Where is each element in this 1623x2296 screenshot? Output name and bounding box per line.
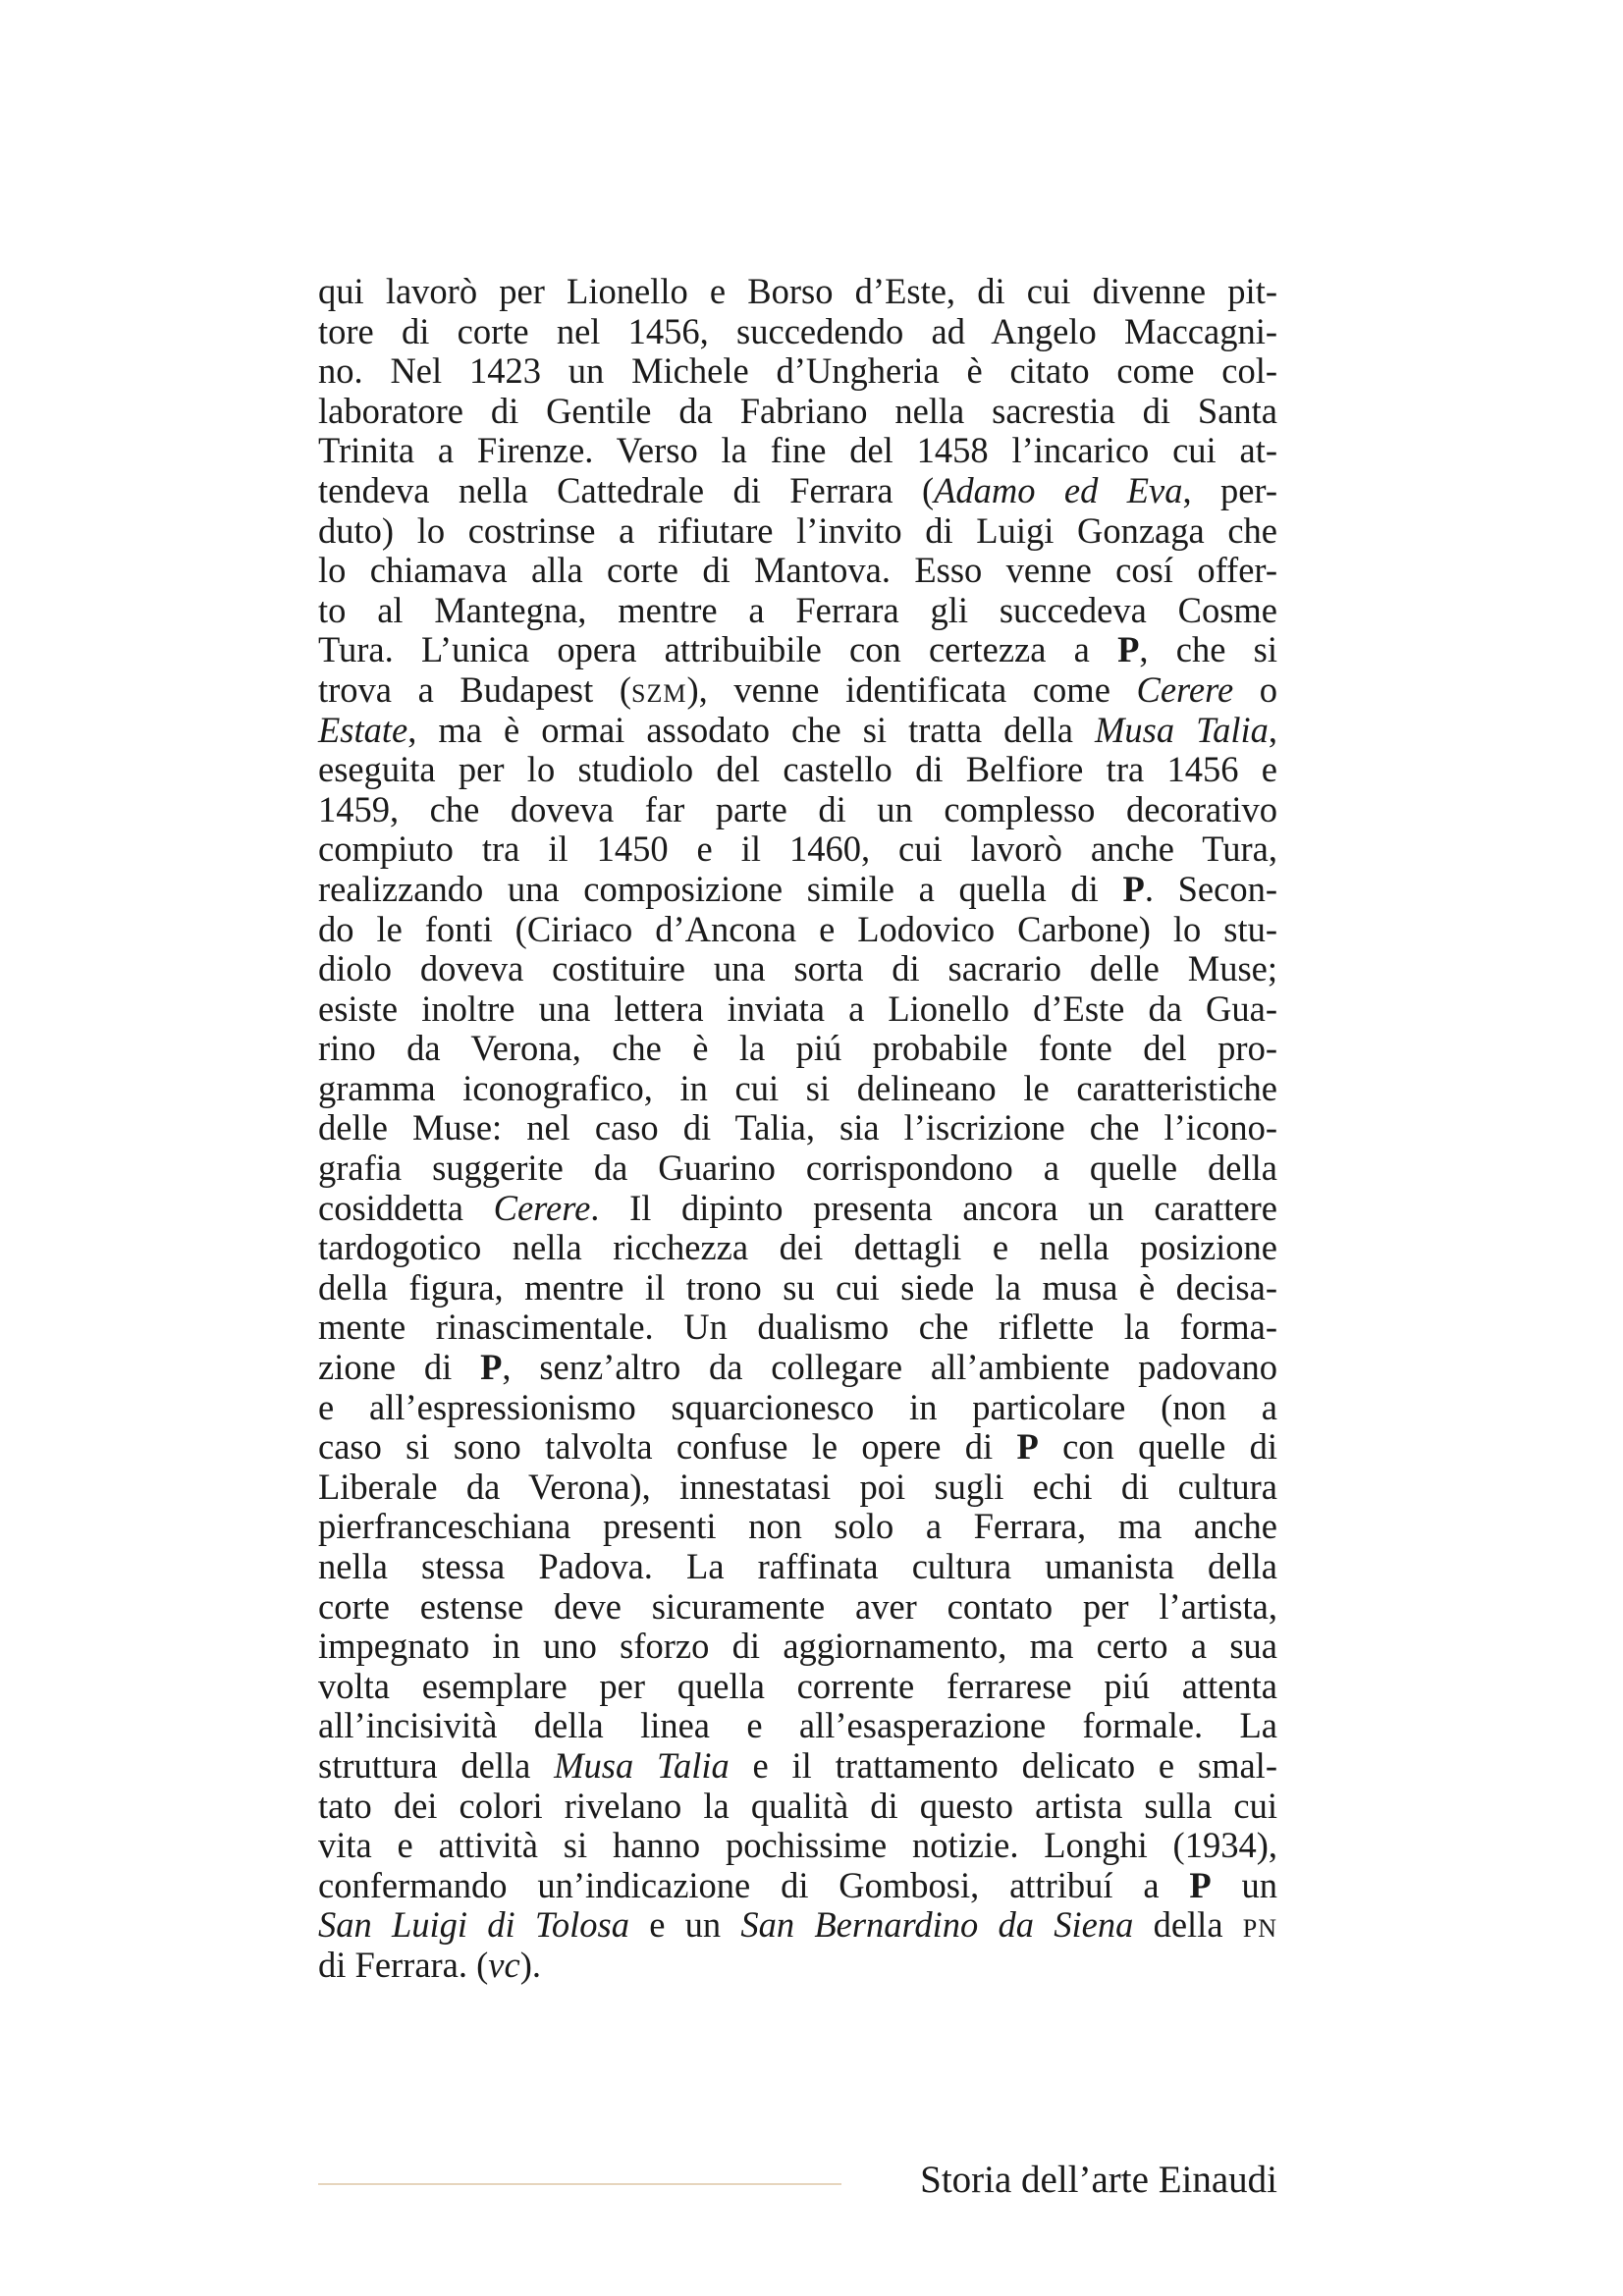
text-line: tardogotico nella ricchezza dei dettagli e nella posizione bbox=[318, 1227, 1277, 1268]
text-line: realizzando una composizione simile a quella di P. Secon- bbox=[318, 868, 1277, 909]
text-line: zione di P, senz’altro da collegare all’ambiente padovano bbox=[318, 1347, 1277, 1388]
text-line: 1459, che doveva far parte di un complesso decorativo bbox=[318, 788, 1277, 829]
text-line: duto) lo costrinse a rifiutare l’invito di Luigi Gonzaga che bbox=[318, 509, 1277, 551]
text-line: laboratore di Gentile da Fabriano nella sacrestia di Santa bbox=[318, 390, 1277, 431]
text-line: confermando un’indicazione di Gombosi, attribuí a P un bbox=[318, 1864, 1277, 1905]
text-line: esiste inoltre una lettera inviata a Lionello d’Este da Gua- bbox=[318, 988, 1277, 1029]
text-line: to al Mantegna, mentre a Ferrara gli succedeva Cosme bbox=[318, 589, 1277, 630]
text-line: tendeva nella Cattedrale di Ferrara (Adamo ed Eva, per- bbox=[318, 469, 1278, 510]
text-line: rino da Verona, che è la piú probabile fonte del pro- bbox=[318, 1028, 1277, 1069]
text-line: caso si sono talvolta confuse le opere di P con quelle di bbox=[318, 1426, 1277, 1468]
text-line: no. Nel 1423 un Michele d’Ungheria è citato come col- bbox=[318, 350, 1277, 392]
text-line: vita e attività si hanno pochissime notizie. Longhi (1934), bbox=[318, 1825, 1277, 1866]
text-line: struttura della Musa Talia e il trattamento delicato e smal- bbox=[318, 1744, 1277, 1786]
text-line: gramma iconografico, in cui si delineano le caratteristiche bbox=[318, 1067, 1277, 1108]
text-line: Trinita a Firenze. Verso la fine del 1458 l’incarico cui at- bbox=[318, 430, 1277, 471]
text-line: eseguita per lo studiolo del castello di Belfiore tra 1456 e bbox=[318, 749, 1277, 790]
text-line: grafia suggerite da Guarino corrispondono a quelle della bbox=[318, 1148, 1277, 1189]
text-line: tore di corte nel 1456, succedendo ad Angelo Maccagni- bbox=[318, 310, 1277, 351]
text-line: nella stessa Padova. La raffinata cultura umanista della bbox=[318, 1546, 1277, 1586]
text-line: delle Muse: nel caso di Talia, sia l’iscrizione che l’icono- bbox=[318, 1107, 1277, 1148]
text-line: trova a Budapest (szm), venne identificata come Cerere o bbox=[318, 668, 1278, 710]
text-line: all’incisività della linea e all’esasperazione formale. La bbox=[318, 1705, 1277, 1746]
text-line: San Luigi di Tolosa e un San Bernardino da Siena della pn bbox=[318, 1904, 1278, 1946]
text-line: Liberale da Verona), innestatasi poi sugli echi di cultura bbox=[318, 1466, 1277, 1507]
text-line: e all’espressionismo squarcionesco in particolare (non a bbox=[318, 1386, 1277, 1427]
text-line: Estate, ma è ormai assodato che si tratta della Musa Talia, bbox=[318, 709, 1277, 750]
footer-rule bbox=[318, 2183, 841, 2185]
text-line: pierfranceschiana presenti non solo a Ferrara, ma anche bbox=[318, 1506, 1277, 1547]
body-text bbox=[318, 272, 1277, 1986]
text-line: volta esemplare per quella corrente ferrarese piú attenta bbox=[318, 1665, 1277, 1706]
text-line: della figura, mentre il trono su cui siede la musa è decisa- bbox=[318, 1266, 1277, 1308]
text-line: lo chiamava alla corte di Mantova. Esso venne cosí offer- bbox=[318, 550, 1277, 591]
text-line: qui lavorò per Lionello e Borso d’Este, di cui divenne pit- bbox=[318, 271, 1277, 311]
text-line: compiuto tra il 1450 e il 1460, cui lavorò anche Tura, bbox=[318, 828, 1277, 870]
footer-title: Storia dell’arte Einaudi bbox=[920, 2159, 1277, 2201]
text-line: do le fonti (Ciriaco d’Ancona e Lodovico Carbone) lo stu- bbox=[318, 908, 1277, 949]
text-line: di Ferrara. (vc). bbox=[318, 1944, 541, 1985]
text-line: corte estense deve sicuramente aver contato per l’artista, bbox=[318, 1585, 1277, 1627]
text-line: tato dei colori rivelano la qualità di questo artista sulla cui bbox=[318, 1785, 1277, 1826]
text-line: diolo doveva costituire una sorta di sacrario delle Muse; bbox=[318, 948, 1277, 989]
text-line: Tura. L’unica opera attribuibile con certezza a P, che si bbox=[318, 629, 1277, 670]
text-line: mente rinascimentale. Un dualismo che riflette la forma- bbox=[318, 1307, 1277, 1348]
text-line: cosiddetta Cerere. Il dipinto presenta ancora un carattere bbox=[318, 1187, 1278, 1228]
text-line: impegnato in uno sforzo di aggiornamento, ma certo a sua bbox=[318, 1626, 1277, 1667]
